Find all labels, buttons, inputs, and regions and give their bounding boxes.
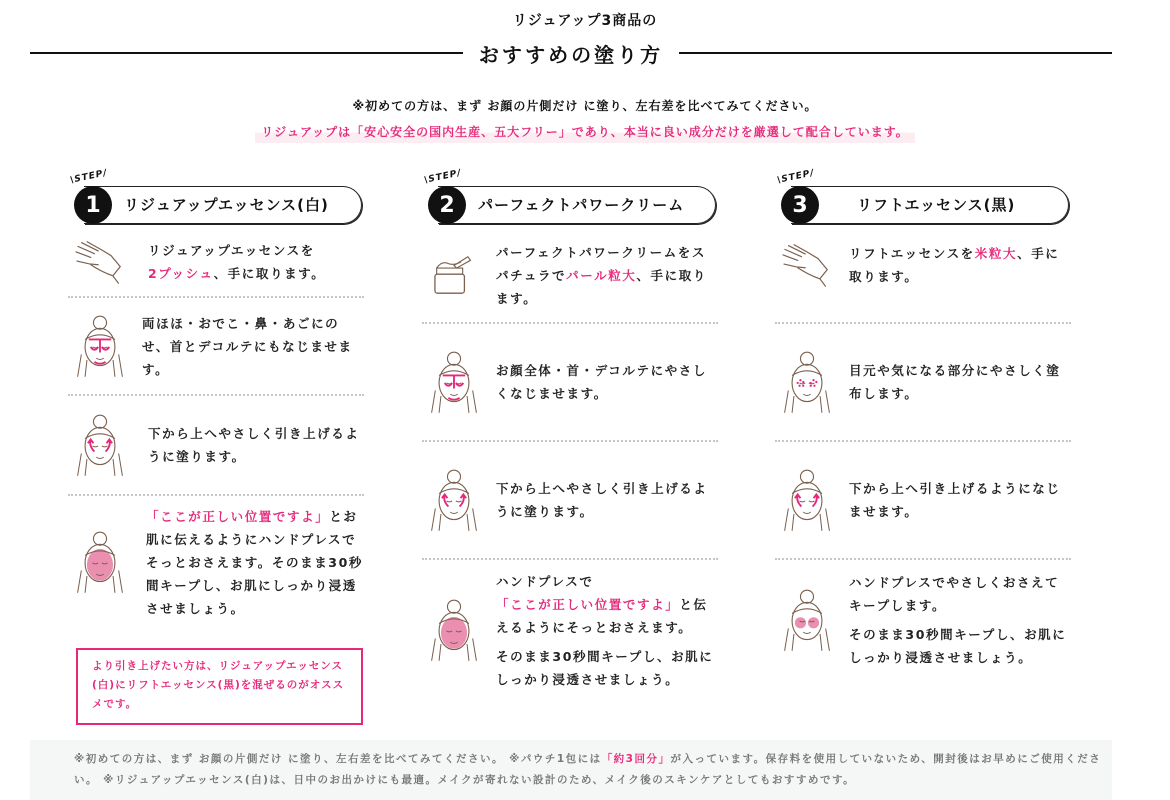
hand-icon — [68, 239, 132, 285]
item-text: リジュアップエッセンスを 2プッシュ、手に取ります。 — [148, 243, 326, 281]
step-1-column — [66, 170, 366, 628]
item-text: ハンドプレスで 「ここが正しい位置ですよ」と伝えるようにそっとおさえます。 そのまま30秒間キープし、お肌にしっかり浸透させましょう。 — [496, 573, 714, 687]
face-lift-icon — [68, 411, 132, 479]
face-eye-press-icon — [775, 586, 839, 654]
face-eye-dots-icon — [775, 348, 839, 416]
step-2-item-3 — [420, 442, 720, 558]
step-2-header — [420, 170, 720, 228]
title-row — [30, 38, 1112, 68]
step-3-item-4 — [773, 560, 1073, 680]
step-number-badge: 3 — [781, 186, 819, 224]
item-text: 両ほほ・おでこ・鼻・あごにのせ、首とデコルテにもなじませます。 — [142, 315, 353, 377]
item-text: 下から上へやさしく引き上げるように塗ります。 — [496, 481, 708, 519]
face-lift-icon — [775, 466, 839, 534]
step-label: \STEP/ — [423, 168, 463, 186]
notice-ingredients-wrap — [0, 120, 1170, 143]
footer-note-highlight: 「約3回分」 — [601, 753, 671, 765]
face-press-icon — [422, 596, 486, 664]
step-1-header — [66, 170, 366, 228]
item-text: リフトエッセンスを米粒大、手に取ります。 — [849, 246, 1060, 284]
cream-jar-icon — [422, 253, 486, 297]
step-title: パーフェクトパワークリーム — [478, 196, 685, 214]
step-3-column — [773, 170, 1073, 680]
face-press-icon — [68, 528, 132, 596]
item-text: 下から上へやさしく引き上げるように塗ります。 — [148, 426, 360, 464]
step-2-item-2 — [420, 324, 720, 440]
item-text: 下から上へ引き上げるようになじませます。 — [849, 481, 1061, 519]
page-subtitle: リジュアップ3商品の — [512, 13, 658, 29]
step-label: \STEP/ — [69, 168, 109, 186]
item-text: 「ここが正しい位置ですよ」とお肌に伝えるようにハンドプレスでそっとおさえます。そのまま30秒間キープし、お肌にしっかり浸透させましょう。 — [146, 508, 363, 616]
footer-note-part1: ※初めての方は、まず お顔の片側だけ に塗り、左右差を比べてみてください。 ※パウチ1包には — [74, 753, 602, 765]
step-3-header — [773, 170, 1073, 228]
title-divider-left — [30, 52, 463, 54]
step-3-item-1 — [773, 228, 1073, 322]
step-label: \STEP/ — [776, 168, 816, 186]
step-title: リジュアップエッセンス(白) — [124, 196, 329, 214]
item-text: パーフェクトパワークリームをスパチュラでパール粒大、手に取ります。 — [496, 244, 707, 306]
step-title: リフトエッセンス(黒) — [857, 196, 1016, 214]
step-1-item-2 — [66, 298, 366, 394]
step-1-item-4 — [66, 496, 366, 628]
step-number-badge: 1 — [74, 186, 112, 224]
face-apply-icon — [68, 312, 132, 380]
face-lift-icon — [422, 466, 486, 534]
step-1-item-3 — [66, 396, 366, 494]
step-1-item-1 — [66, 228, 366, 296]
page-title: おすすめの塗り方 — [478, 42, 664, 67]
footer-note-part2: が入っています。保存料を使用していないため、開封後はお早めにご使用ください。 ※リジュアップエッセンス(白)は、日中のお出かけにも最適。メイクが寄れない設計のため、メイク後のスキンケアとしてもおすすめです。 — [74, 753, 1102, 786]
step-2-column — [420, 170, 720, 700]
step-3-item-2 — [773, 324, 1073, 440]
item-text: お顔全体・首・デコルテにやさしくなじませます。 — [496, 363, 708, 401]
item-text: 目元や気になる部分にやさしく塗布します。 — [849, 363, 1061, 401]
notice-ingredients: リジュアップは「安心安全の国内生産、五大フリー」であり、本当に良い成分だけを厳選して配合しています。 — [255, 120, 915, 143]
face-apply-icon — [422, 348, 486, 416]
hand-icon — [775, 242, 839, 288]
footer-notes — [30, 740, 1112, 800]
title-divider-right — [679, 52, 1112, 54]
item-text: ハンドプレスでやさしくおさえてキープします。 そのまま30秒間キープし、お肌にしっかり浸透させましょう。 — [849, 575, 1067, 665]
step-number-badge: 2 — [428, 186, 466, 224]
step-2-item-1 — [420, 228, 720, 322]
notice-half-face: ※初めての方は、まず お顔の片側だけ に塗り、左右差を比べてみてください。 — [352, 99, 818, 113]
tip-box: より引き上げたい方は、リジュアップエッセンス(白)にリフトエッセンス(黒)を混ぜるのがオススメです。 — [76, 648, 363, 725]
step-2-item-4 — [420, 560, 720, 700]
step-3-item-3 — [773, 442, 1073, 558]
